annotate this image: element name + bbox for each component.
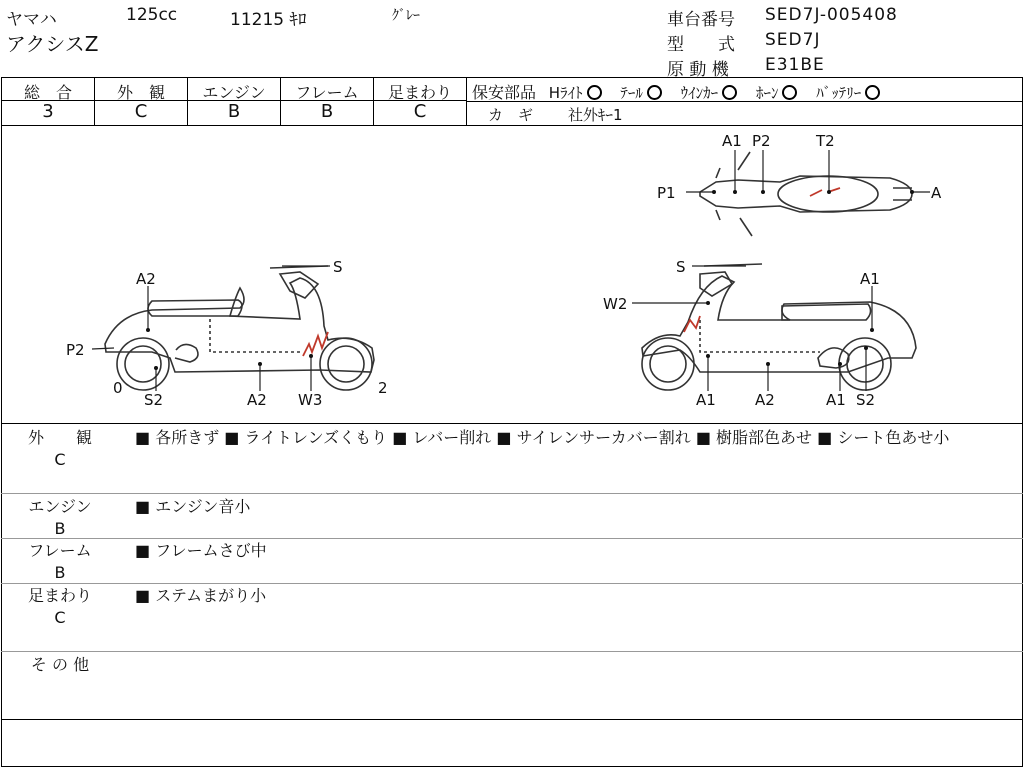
section-engine-text: ■ エンジン音小 [135,497,251,516]
mileage: 11215 ｷﾛ [230,10,307,30]
section-exterior-text: ■ 各所きず ■ ライトレンズくもり ■ レバー削れ ■ サイレンサーカバー割れ ■ 樹脂部色あせ ■ シート色あせ小 [135,428,950,447]
section-frame-text: ■ フレームさび中 [135,541,267,560]
label-right-a1: A1 [696,391,716,409]
grade-overall-value: 3 [42,101,54,122]
engine-code: E31BE [765,55,825,75]
grade-engine-label: エンジン [202,83,266,102]
ok-circle-icon [782,85,797,100]
key-label: カ ギ [488,106,534,124]
label-right-s: S [676,258,686,276]
section-other-label: そ の 他 [30,655,90,674]
section-frame-label: フレーム B [28,541,92,582]
safety-item-winker: ｳｲﾝｶｰ [681,84,738,102]
label-left-a2-top: A2 [136,270,156,288]
scooter-diagram [0,126,1024,422]
model-code: SED7J [765,30,821,50]
leader-lines [92,150,930,391]
damage-marks [303,188,840,356]
ok-circle-icon [587,85,602,100]
label-left-s2: S2 [144,391,164,409]
safety-item-battery: ﾊﾞｯﾃﾘｰ [816,84,880,102]
grade-suspension-label: 足まわり [387,83,452,102]
key-value: 社外ｷｰ1 [568,106,623,124]
model-name: アクシスZ [6,32,99,56]
section-exterior-label: 外 観 C [27,428,92,469]
displacement: 125cc [126,5,178,25]
model-code-label: 型 式 [667,35,735,55]
safety-parts-row [472,80,880,103]
ok-circle-icon [865,85,880,100]
label-right-s2: S2 [856,391,876,409]
label-left-w3: W3 [298,391,323,409]
grade-exterior-label: 外 観 [116,83,165,102]
engine-label: 原 動 機 [667,60,729,80]
frame-no-label: 車台番号 [667,10,735,30]
grade-overall-label: 総 合 [23,83,72,102]
grade-frame-label: フレーム [295,83,359,102]
safety-item-tail: ﾃｰﾙ [620,84,662,102]
section-engine-label: エンジン B [28,497,92,538]
color: ｸﾞﾚｰ [392,8,420,24]
label-right-a1-top: A1 [860,270,880,288]
leader-dots [146,190,914,370]
label-top-a1: A1 [722,132,742,150]
label-left-p2: P2 [66,341,85,359]
grade-suspension-value: C [413,101,427,122]
ok-circle-icon [722,85,737,100]
grade-exterior-value: C [134,101,148,122]
label-top-a: A [931,184,942,202]
safety-item-headlight: Hﾗｲﾄ [549,84,602,102]
label-left-0: 0 [113,379,123,397]
grade-engine-value: B [227,101,241,122]
grade-frame-value: B [320,101,334,122]
ok-circle-icon [647,85,662,100]
label-right-a1-rear: A1 [826,391,846,409]
frame-no: SED7J-005408 [765,5,898,25]
label-left-2: 2 [378,379,388,397]
section-suspension-text: ■ ステムまがり小 [135,586,267,605]
safety-item-horn: ﾎｰﾝ [756,84,798,102]
safety-label: 保安部品 [472,83,537,102]
label-top-p2: P2 [752,132,771,150]
label-top-p1: P1 [657,184,676,202]
label-right-a2: A2 [755,391,775,409]
maker: ヤマハ [6,10,57,30]
label-left-s: S [333,258,343,276]
label-left-a2: A2 [247,391,267,409]
label-top-t2: T2 [816,132,835,150]
scooter-top-view [700,152,912,236]
section-suspension-label: 足まわり C [27,586,92,627]
label-right-w2: W2 [603,295,628,313]
